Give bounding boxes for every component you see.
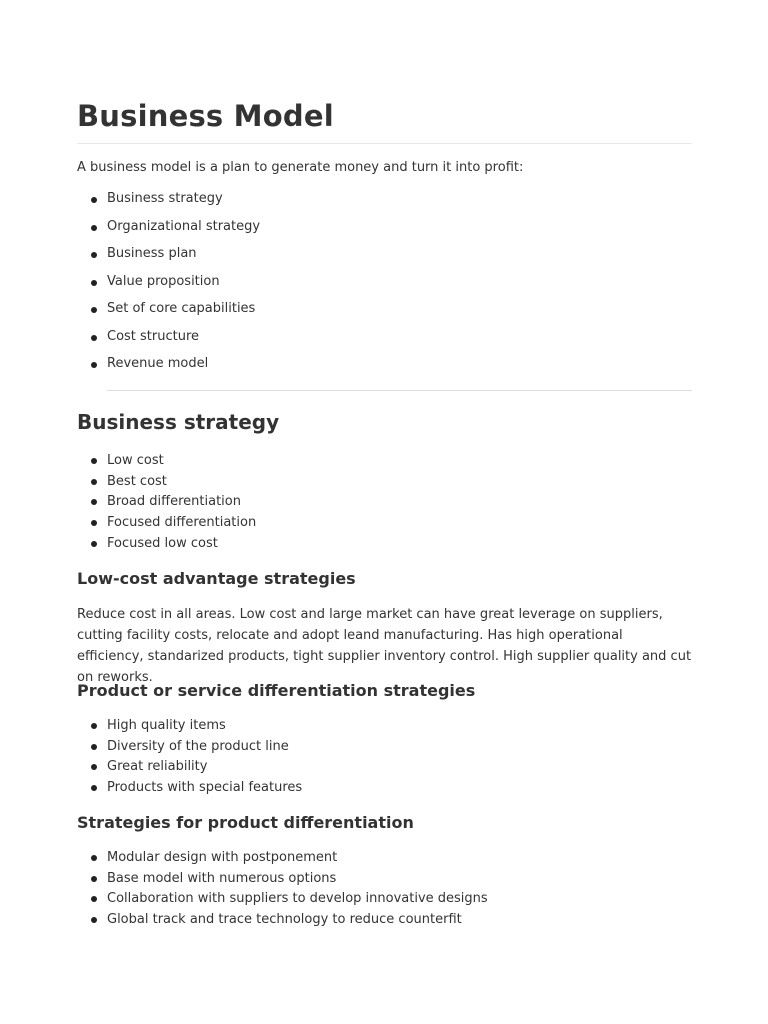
list-item <box>77 778 302 799</box>
product-differentiation-list <box>77 848 488 931</box>
bullet-icon <box>91 744 97 750</box>
low-cost-paragraph: Reduce cost in all areas. Low cost and large market can have great leverage on suppliers, cutting facility costs, relocate and adopt leand manufacturing. Has high operational efficiency, standarized products, tight supplier inventory control. High supplier quality and cut on reworks. <box>77 607 692 685</box>
list-item <box>77 848 488 869</box>
bullet-icon <box>91 335 97 341</box>
list-item-label: Business strategy <box>107 191 223 206</box>
bullet-icon <box>91 252 97 258</box>
bullet-icon <box>91 520 97 526</box>
list-item <box>77 327 260 355</box>
list-item <box>77 189 260 217</box>
bullet-icon <box>91 723 97 729</box>
list-item <box>77 910 488 931</box>
bullet-icon <box>91 225 97 231</box>
list-item <box>77 869 488 890</box>
bullet-icon <box>91 785 97 791</box>
bullet-icon <box>91 541 97 547</box>
bullet-icon <box>91 307 97 313</box>
list-item-label: Focused low cost <box>107 535 218 551</box>
list-item <box>77 737 302 758</box>
list-item-label: High quality items <box>107 718 226 733</box>
list-item-label: Products with special features <box>107 780 303 796</box>
list-item <box>77 299 260 327</box>
bullet-icon <box>91 499 97 505</box>
list-item-label: Great reliability <box>107 759 208 775</box>
differentiation-list <box>77 716 302 799</box>
list-item-label: Base model with numerous options <box>107 870 337 886</box>
bullet-icon <box>91 479 97 485</box>
list-item <box>77 513 256 534</box>
list-item <box>77 451 256 472</box>
main-list <box>77 189 260 382</box>
bullet-icon <box>91 896 97 902</box>
list-item-label: Best cost <box>107 473 167 489</box>
title-divider <box>77 143 692 144</box>
section-divider <box>107 390 692 391</box>
list-item <box>77 272 260 300</box>
list-item-label: Modular design with postponement <box>107 850 338 865</box>
page-title: Business Model <box>77 99 334 133</box>
list-item-label: Set of core capabilities <box>107 301 256 316</box>
list-item-label: Collaboration with suppliers to develop innovative designs <box>107 891 488 907</box>
bullet-icon <box>91 855 97 861</box>
bullet-icon <box>91 917 97 923</box>
low-cost-heading: Low-cost advantage strategies <box>77 569 356 588</box>
bullet-icon <box>91 280 97 286</box>
list-item <box>77 534 256 555</box>
bullet-icon <box>91 197 97 203</box>
bullet-icon <box>91 458 97 464</box>
list-item-label: Value proposition <box>107 273 220 289</box>
list-item <box>77 492 256 513</box>
intro-text: A business model is a plan to generate money and turn it into profit: <box>77 160 524 175</box>
list-item <box>77 244 260 272</box>
list-item <box>77 354 260 382</box>
list-item-label: Revenue model <box>107 356 209 371</box>
bullet-icon <box>91 764 97 770</box>
business-strategy-heading: Business strategy <box>77 410 280 434</box>
list-item-label: Global track and trace technology to reduce counterfit <box>107 912 462 928</box>
bullet-icon <box>91 362 97 368</box>
list-item <box>77 716 302 737</box>
differentiation-heading: Product or service differentiation strategies <box>77 681 476 700</box>
bullet-icon <box>91 876 97 882</box>
list-item <box>77 757 302 778</box>
list-item <box>77 889 488 910</box>
list-item-label: Diversity of the product line <box>107 738 289 754</box>
list-item <box>77 217 260 245</box>
list-item-label: Low cost <box>107 453 164 468</box>
business-strategy-list <box>77 451 256 554</box>
list-item-label: Business plan <box>107 246 197 261</box>
list-item-label: Organizational strategy <box>107 218 261 234</box>
product-differentiation-heading: Strategies for product differentiation <box>77 813 414 832</box>
list-item-label: Broad differentiation <box>107 494 241 510</box>
list-item <box>77 472 256 493</box>
list-item-label: Focused differentiation <box>107 515 257 531</box>
list-item-label: Cost structure <box>107 328 200 344</box>
